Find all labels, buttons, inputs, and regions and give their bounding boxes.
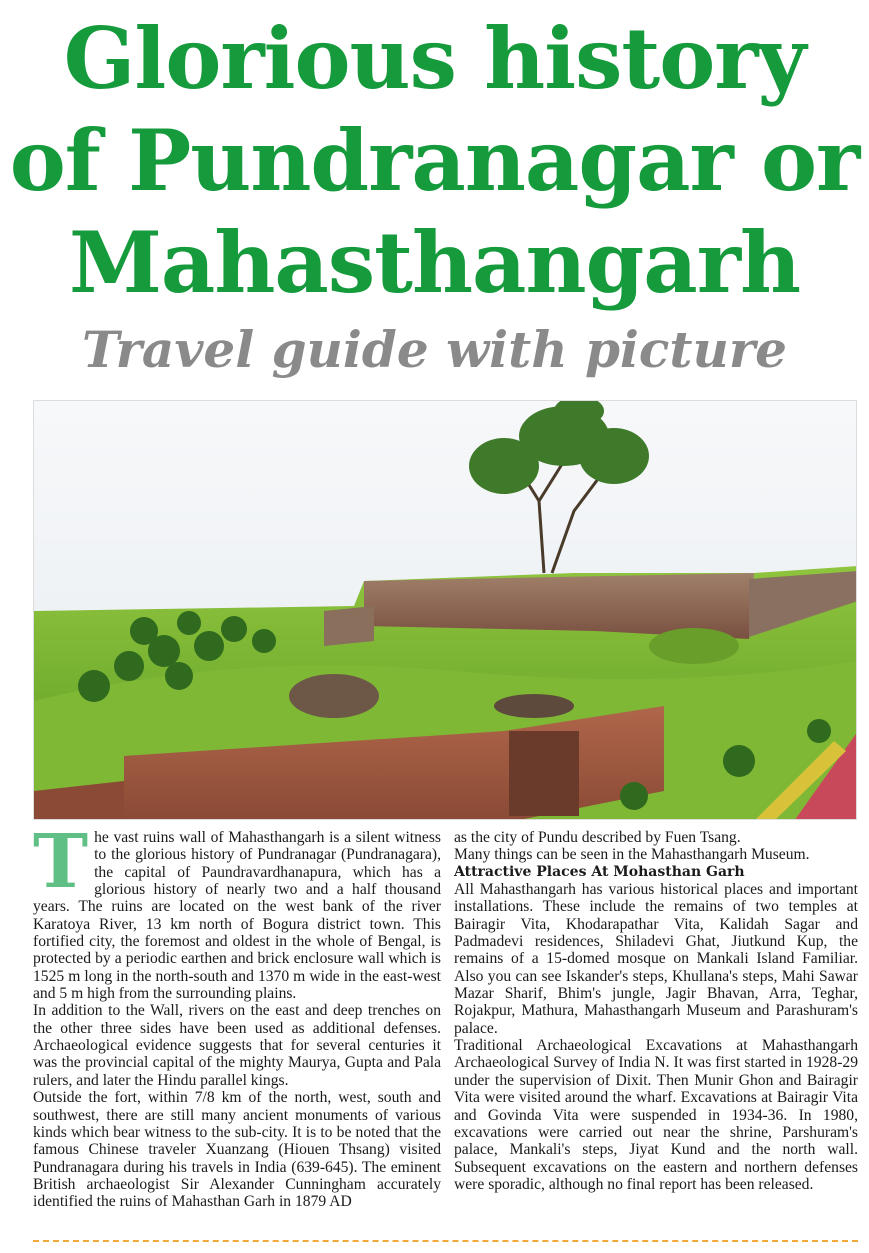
page-subtitle: Travel guide with picture [82, 320, 787, 379]
article-right-column [454, 829, 858, 1193]
article-paragraph: Traditional Archaeological Excavations at Mahasthangarh Archaeological Survey of India N. It was first started in 1928-29 under the supervision of Dixit. Then Munir Ghon and Bairagir Vita were visited around the wharf. Excavations at Bairagir Vita and Govinda Vita were suspended in 1934-36. In 1980, excavations were carried out near the shrine, Parshuram's palace, Mankali's steps, Jiyat Kund and the north wall. Subsequent excavations on the eastern and northern defenses were sporadic, although no final report has been released. [454, 1037, 858, 1193]
dashed-divider [33, 1240, 858, 1242]
article-paragraph: All Mahasthangarh has various historical places and important installations. These include the remains of two temples at Bairagir Vita, Khodarapathar Vita, Kalidah Sagar and Padmadevi residences, Shiladevi Ghat, Jiutkund Kup, the remains of a 15-domed mosque on Mankali Island Familiar. Also you can see Iskander's steps, Khullana's steps, Mahi Sawar Mazar Sharif, Bhim's jungle, Jagir Bhavan, Arra, Teghar, Rojakpur, Mathura, Mahasthangarh Museum and Parashuram's palace. [454, 881, 858, 1037]
article-left-column [33, 819, 441, 1211]
article-paragraph: as the city of Pundu described by Fuen Tsang. [454, 829, 741, 846]
mahasthangarh-ruins-photo [33, 400, 857, 820]
title-line: Glorious history [63, 9, 806, 108]
title-line: of Pundranagar or [9, 111, 860, 210]
article-paragraph: Outside the fort, within 7/8 km of the north, west, south and southwest, there are still many ancient monuments of various kinds which bear witness to the sub-city. It is to be noted that the famous Chinese traveler Xuanzang (Hiouen Thsang) visited Pundranagara during his travels in India (639-645). The eminent British archaeologist Sir Alexander Cunningham accurately identified the ruins of Mahasthan Garh in 1879 AD [33, 1089, 441, 1211]
section-subheading: Attractive Places At Mohasthan Garh [454, 863, 745, 880]
title-line: Mahasthangarh [68, 213, 801, 312]
article-paragraph: Many things can be seen in the Mahasthangarh Museum. [454, 846, 810, 864]
drop-cap: T [33, 819, 89, 905]
article-paragraph: In addition to the Wall, rivers on the east and deep trenches on the other three sides have been used as additional defenses. Archaeological evidence suggests that for several centuries it was the provincial capital of the mighty Maurya, Gupta and Pala rulers, and later the Hindu parallel kings. [33, 1002, 441, 1089]
page-title [0, 8, 869, 314]
article-paragraph: he vast ruins wall of Mahasthangarh is a silent witness to the glorious history of Pundranagar (Pundranagara), the capital of Paundravardhanapura, which has a glorious history of nearly two and a half thousand years. The ruins are located on the west bank of the river Karatoya River, 13 km north of Bogura district town. This fortified city, the foremost and oldest in the whole of Bengal, is protected by a periodic earthen and brick enclosure wall which is 1525 m long in the north-south and 1370 m wide in the east-west and 5 m high from the surrounding plains. [33, 829, 441, 1003]
